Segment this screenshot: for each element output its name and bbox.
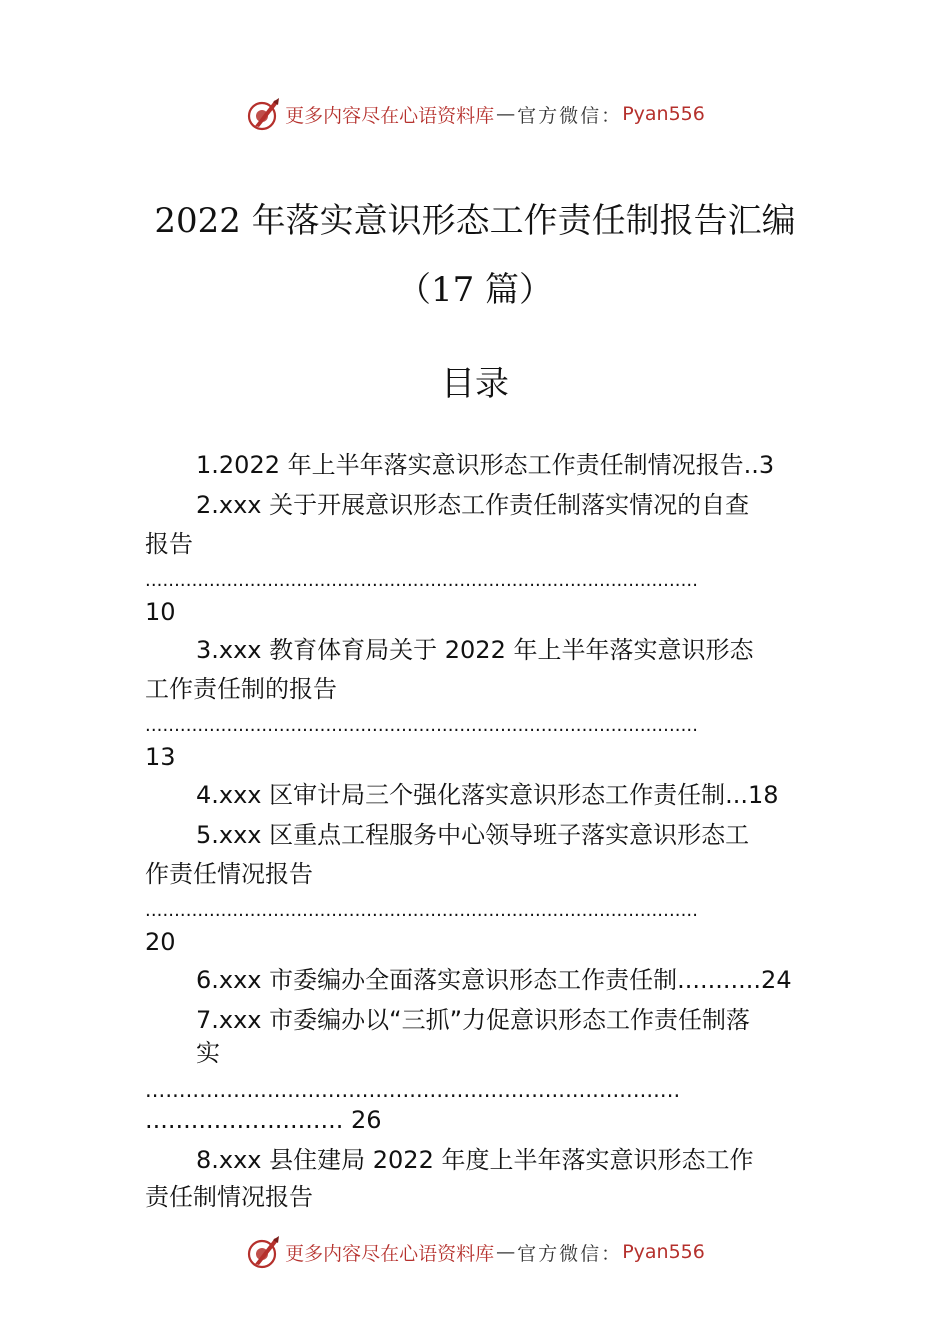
banner-separator: — (496, 103, 516, 125)
banner-wechat-id: Pyan556 (622, 103, 705, 125)
toc-entry-5-page: 20 (145, 928, 176, 956)
document-subtitle: （17 篇） (396, 270, 554, 310)
quill-logo-icon (245, 1234, 281, 1270)
toc-entry-5-cont[interactable]: 作责任情况报告 (145, 860, 313, 888)
toc-entry-3[interactable]: 3.xxx 教育体育局关于 2022 年上半年落实意识形态 (196, 636, 754, 664)
toc-heading: 目录 (441, 364, 509, 404)
banner-site-name: 更多内容尽在心语资料库 (285, 104, 495, 127)
toc-entry-2-page: 10 (145, 598, 176, 626)
header-banner (0, 94, 950, 134)
toc-entry-3-cont[interactable]: 工作责任制的报告 (145, 675, 337, 703)
document-title: 2022 年落实意识形态工作责任制报告汇编 (154, 201, 796, 241)
toc-entry-4[interactable]: 4.xxx 区审计局三个强化落实意识形态工作责任制...18 (196, 781, 779, 809)
banner-separator: — (496, 1241, 516, 1263)
banner-site-name: 更多内容尽在心语资料库 (285, 1242, 495, 1265)
toc-entry-3-page: 13 (145, 743, 176, 771)
toc-entry-8[interactable]: 8.xxx 县住建局 2022 年度上半年落实意识形态工作 (196, 1146, 754, 1174)
toc-entry-2[interactable]: 2.xxx 关于开展意识形态工作责任制落实情况的自查 (196, 491, 750, 519)
toc-entry-1[interactable]: 1.2022 年上半年落实意识形态工作责任制情况报告..3 (196, 451, 775, 479)
toc-entry-2-dots: ............................................................................................... (145, 570, 699, 591)
toc-entry-6[interactable]: 6.xxx 市委编办全面落实意识形态工作责任制...........24 (196, 966, 792, 994)
toc-entry-7-cont[interactable]: 实 (196, 1039, 220, 1067)
toc-entry-7-page: .......................... 26 (145, 1106, 382, 1134)
banner-wechat-id: Pyan556 (622, 1241, 705, 1263)
toc-entry-2-cont[interactable]: 报告 (145, 530, 193, 558)
footer-banner (0, 1232, 950, 1272)
toc-entry-8-cont[interactable]: 责任制情况报告 (145, 1183, 313, 1211)
banner-label: 官方微信： (517, 1242, 623, 1265)
toc-entry-7-dots: ............................................................................... (145, 1078, 681, 1102)
toc-entry-5-dots: ............................................................................................... (145, 900, 699, 921)
toc-entry-7[interactable]: 7.xxx 市委编办以“三抓”力促意识形态工作责任制落 (196, 1006, 751, 1034)
toc-entry-5[interactable]: 5.xxx 区重点工程服务中心领导班子落实意识形态工 (196, 821, 750, 849)
banner-label: 官方微信： (517, 104, 623, 127)
toc-entry-3-dots: ............................................................................................... (145, 715, 699, 736)
quill-logo-icon (245, 96, 281, 132)
